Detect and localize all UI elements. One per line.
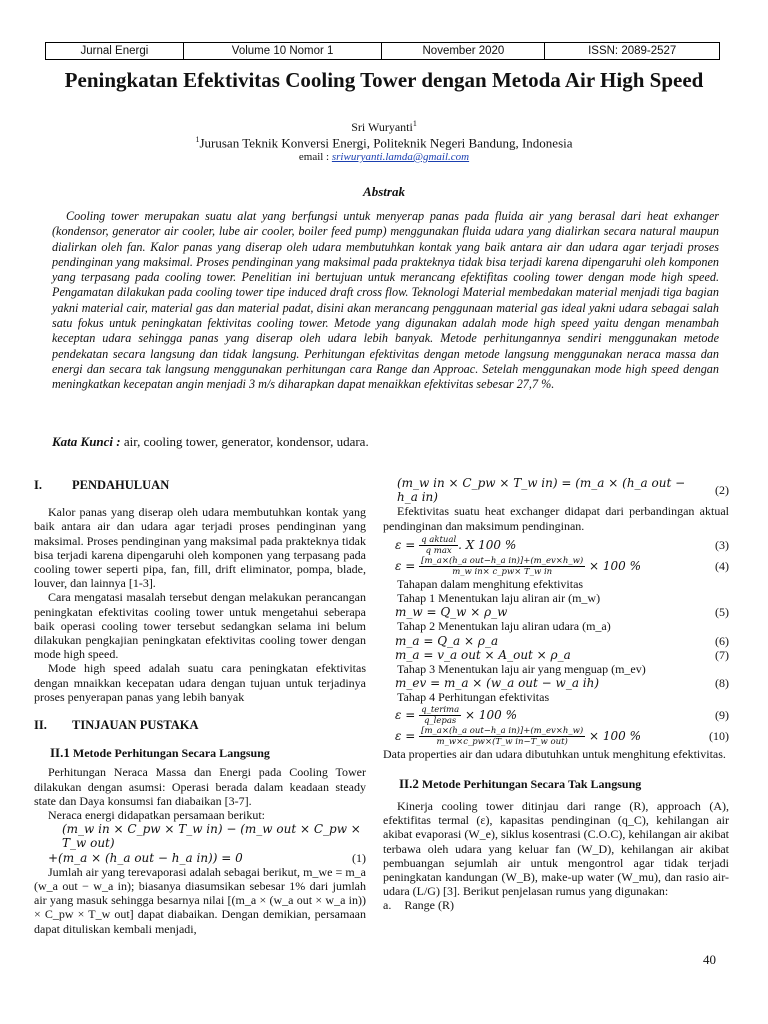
list-marker: a. <box>383 898 392 913</box>
step-text: Tahap 1 Menentukan laju aliran air (m_w) <box>397 591 601 606</box>
subsection-title: Metode Perhitungan Secara Langsung <box>69 746 270 761</box>
equation-3: ε = $\frac{\text{q aktual}}{\text{q max}}$ . X 100 % (3) <box>395 534 729 556</box>
equation-text: m_ev = m_a × (w_a out − w_a ih) <box>395 676 600 691</box>
equation-7 <box>383 648 729 662</box>
fraction-top: q aktual <box>421 534 457 545</box>
section-1-heading <box>34 478 366 492</box>
equation-9: ε = $\frac{\text{q\_terima}}{\text{q\_lepas}}$ × 100 % (9) <box>395 704 729 726</box>
fraction-bottom: m_w×c_pw×(T_w in−T_w out) <box>436 736 568 747</box>
journal-header <box>45 42 720 60</box>
step-text: Tahap 2 Menentukan laju aliran udara (m_a) <box>397 619 611 634</box>
affiliation-sup: 1 <box>195 135 200 144</box>
equation-rest: . X 100 % <box>458 537 517 552</box>
equation-10: ε = $\frac{\text{[m\_a×(h\_a out−h\_a in)]+(m\_ev×h\_w)}}{\text{m\_w×c\_pw×(T\_w in−T\_w out)}}$ × 100 % (10) <box>395 725 729 747</box>
equation-text: (m_w in × C_pw × T_w in) = (m_a × (h_a out − h_a in) <box>397 476 686 505</box>
fraction-top: [m_a×(h_a out−h_a in)]+(m_ev×h_w) <box>421 725 584 736</box>
section-title: PENDAHULUAN <box>72 478 170 492</box>
section-number: II. <box>34 718 47 733</box>
list-item <box>383 898 729 912</box>
author-sup: 1 <box>412 119 417 128</box>
equation-5 <box>383 605 729 619</box>
equation-rest: × 100 % <box>465 707 517 722</box>
equation-number: (10) <box>709 729 729 744</box>
subsection-2-2-heading <box>383 777 729 791</box>
email-label: email : <box>298 151 332 163</box>
equation-text: m_a = v_a out × A_out × ρ_a <box>395 647 571 662</box>
equation-rest: × 100 % <box>589 728 642 743</box>
affiliation <box>0 135 768 151</box>
equation-number: (6) <box>715 633 729 648</box>
email-line <box>0 151 768 163</box>
equation-text: m_a = Q_a × ρ_a <box>395 633 499 648</box>
equation-2 <box>383 476 729 504</box>
paragraph: Perhitungan Neraca Massa dan Energi pada Cooling Tower dilakukan dengan asumsi: Operasi berada dalam keadaan steady state dan Daya konsumsi fan diabaikan [3-7]. <box>34 765 366 808</box>
section-title: TINJAUAN PUSTAKA <box>72 718 199 733</box>
equation-number: (9) <box>715 708 729 723</box>
left-column <box>34 478 366 936</box>
keywords-label: Kata Kunci : <box>52 434 121 449</box>
equation-number: (3) <box>715 538 729 553</box>
affiliation-text: Jurusan Teknik Konversi Energi, Politeknik Negeri Bandung, Indonesia <box>199 135 573 151</box>
paragraph: Mode high speed adalah suatu cara peningkatan efektivitas dengan mnaikkan kecepatan udara dengan tujuan untuk terjadinya proses penyerapan panas yang lebih banyak <box>34 661 366 704</box>
subsection-2-1-heading <box>34 746 366 760</box>
equation-rest: × 100 % <box>589 558 642 573</box>
equation-number: (8) <box>715 676 729 691</box>
section-number: I. <box>34 478 42 492</box>
equation-6 <box>383 634 729 648</box>
list-text: Range (R) <box>404 898 454 913</box>
equation-number: (4) <box>715 559 729 574</box>
equation-8 <box>383 676 729 690</box>
paragraph: Kalor panas yang diserap oleh udara membutuhkan kontak yang baik antara air dan udara agar terjadi proses pendinginan yang maksimal. Proses pendinginan yang maksimal pada prakteknya tidak bisa terjadi karena dipengaruhi oleh komponen yang terpasang pada cooling tower seperti pipa, fan, fill, drift eliminator, pompa, blade, louver, dan lainnya [1-3]. <box>34 505 366 591</box>
keywords <box>52 434 369 450</box>
journal-issn: ISSN: 2089-2527 <box>545 43 720 60</box>
step-text: Tahap 4 Perhitungan efektivitas <box>397 690 550 705</box>
paragraph: Jumlah air yang terevaporasi adalah sebagai berikut, m_we = m_a (w_a out − w_a in); biasanya diasumsikan sebesar 1% dari jumlah air yang masuk sehingga besarnya nilai [(m_a × (w_a out × w_a in)) × C_pw × T_w out] dapat diabaikan. Dengan demikian, persamaan dapat dituliskan kembali menjadi, <box>34 864 366 936</box>
fraction-bottom: m_w in× c_pw× T_w in <box>452 566 553 577</box>
fraction-bottom: q_lepas <box>423 715 457 726</box>
step-text: Tahapan dalam menghitung efektivitas <box>397 576 584 591</box>
equation-number: (2) <box>715 483 729 498</box>
journal-name: Jurnal Energi <box>46 43 184 60</box>
author-name: Sri Wuryanti <box>351 120 413 134</box>
equation-text: m_w = Q_w × ρ_w <box>395 605 508 620</box>
author <box>0 119 768 135</box>
paper-title: Peningkatan Efektivitas Cooling Tower dengan Metoda Air High Speed <box>64 68 704 92</box>
abstract-text: Cooling tower merupakan suatu alat yang berfungsi untuk menyerap panas pada fluida air yang berasal dari heat exhanger (kondensor, generator air cooler, lube air cooler, boiler feed pump) menggunakan fluida udara yang dialirkan secara natural maupun dialirkan oleh fan. Kalor panas yang diserap oleh udara membutuhkan kontak yang baik antara air dan udara agar terjadi proses pendinginan yang maksimal. Proses pendinginan yang maksimal pada prakteknya tidak bisa terjadi karena dipengaruhi oleh komponen yang terpasang pada cooling tower. Penelitian ini bertujuan untuk merancang efektifitas cooling tower dengan mode high speed. Pengamatan dilakukan pada cooling tower tipe induced draft cross flow. Teknologi Material membedakan material menjadi tiga bagian yakni material cair, material gas dan material padat, disini akan merancang penggunaan material gas ideal yakni udara sebagai salah satu fokus untuk peningkatan fektivitas cooling tower. Metode yang digunakan adalah mode high speed yaitu dengan menambah keceptan udara sehingga panas yang diserap oleh udara lebih banyak. Metode perhitungannya sendiri menggunakan metode pendekatan secara langsung dan tidak langsung. Perhitungan efektivitas dengan metode langsung menggunakan neraca massa dan energi dan secara tak langsung menggunakan perhitungan cara Range dan Approac. Setelah menggunakan mode high speed dengan meningkatkan kecepatan angin menjadi 3 m/s diharapkan dapat menaikkan efektivitas sebesar 27,7 %. <box>52 209 719 392</box>
equation-1a <box>34 822 366 850</box>
fraction-top: q_terima <box>421 704 460 715</box>
equation-number: (1) <box>352 850 366 865</box>
email-link[interactable]: sriwuryanti.lamda@gmail.com <box>331 151 470 163</box>
paragraph: Cara mengatasi masalah tersebut dengan melakukan perancangan peningkatan efektivitas cooling tower untuk mengetahui seberapa baik operasi cooling tower tersebut sedangkan selama ini belum dilakukan pengkajian peningkatan efektivitas cooling tower dengan mode high speed. <box>34 590 366 662</box>
equation-text: (m_w in × C_pw × T_w in) − (m_w out × C_pw × T_w out) <box>62 822 361 851</box>
equation-number: (7) <box>715 647 729 662</box>
equation-4: ε = $\frac{\text{[m\_a×(h\_a out−h\_a in)]+(m\_ev×h\_w)}}{\text{m\_w in× c\_pw× T\_w in}}$ × 100 % (4) <box>395 555 729 577</box>
subsection-number: II.2 <box>399 775 419 791</box>
subsection-title: Metode Perhitungan Secara Tak Langsung <box>418 776 642 791</box>
paragraph: Kinerja cooling tower ditinjau dari range (R), approach (A), efektifitas termal (ε), kapasitas pendinginan (q_C), kehilangan air akibat evaporasi (W_e), siklus kosentrasi (C.O.C), kehilangan air akibat terbawa oleh udara yang keluar fan (W_D), kehilangan air akibat pembuangan sejumlah air untuk mengontrol agar tidak terjadi peningkatan kandungan (W_B), make-up water (W_mu), dan rasio air-udara (L/G) [3]. Berikut penjelasan rumus yang digunakan: <box>383 799 729 899</box>
equation-1b <box>34 851 366 865</box>
journal-date: November 2020 <box>382 43 545 60</box>
section-2-heading <box>34 718 366 732</box>
equation-number: (5) <box>715 605 729 620</box>
journal-volume: Volume 10 Nomor 1 <box>183 43 382 60</box>
paragraph: Neraca energi didapatkan persamaan berikut: <box>48 808 266 823</box>
subsection-number: II.1 <box>50 745 70 761</box>
right-column <box>383 476 729 913</box>
page-number: 40 <box>703 952 716 967</box>
keywords-text: air, cooling tower, generator, kondensor, udara. <box>120 434 369 449</box>
step-text: Tahap 3 Menentukan laju air yang menguap (m_ev) <box>397 662 646 677</box>
paragraph: Efektivitas suatu heat exchanger didapat dari perbandingan aktual pendinginan dan maksimum pendinginan. <box>383 504 729 533</box>
fraction-top: [m_a×(h_a out−h_a in)]+(m_ev×h_w) <box>421 555 584 566</box>
equation-text: +(m_a × (h_a out − h_a in)) = 0 <box>48 850 243 865</box>
paragraph: Data properties air dan udara dibutuhkan untuk menghitung efektivitas. <box>383 746 726 761</box>
fraction-bottom: q max <box>425 545 452 556</box>
abstract-heading: Abstrak <box>363 184 405 199</box>
